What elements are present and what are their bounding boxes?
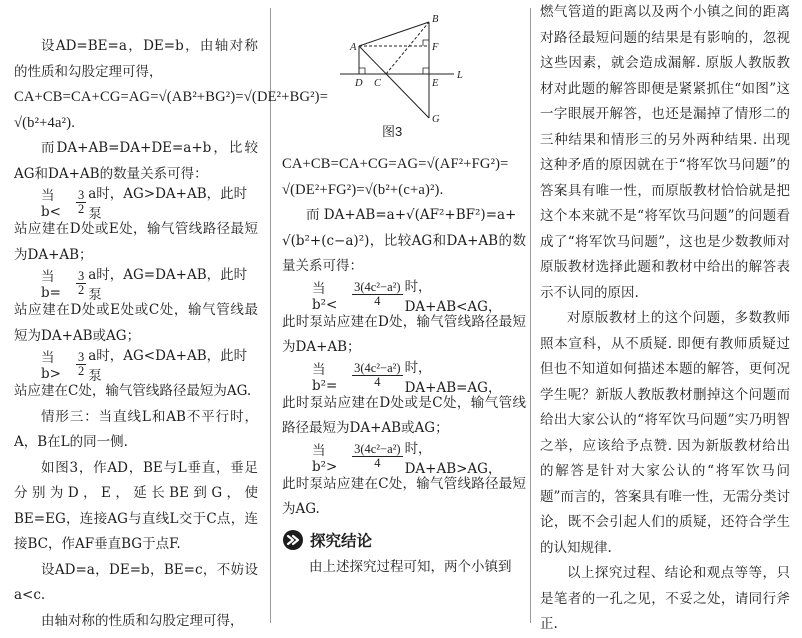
right-angle-f: [423, 40, 429, 46]
paragraph-derivation: 由轴对称的性质和勾股定理可得，: [41, 612, 244, 629]
paragraph-setup: 设AD=BE=a，DE=b，由轴对称的性质和勾股定理可得，: [14, 38, 258, 80]
case-result: 此时泵站应建在C处，输气管线路径最短为AG.: [282, 475, 526, 517]
paragraph-compare-continued: √(b²+(c−a)²)，比较AG和DA+AB的数量关系可得：: [282, 232, 526, 274]
right-angle-d: [359, 68, 365, 74]
equation-line: CA+CB=CA+CG=AG=√(AF²+FG²)=: [282, 156, 509, 172]
segment-ag: [359, 46, 429, 118]
paragraph-teaching: 对原版教材上的这个问题，多数教师照本宣科，从不质疑. 即便有教师质疑过但也不知道如何描述本题的解答，更何况学生呢？新版人教版教材删掉这个问题而给出大家公认的“将军饮马问题”实乃明智之举，应该给予点赞. 因为新版教材给出的解答是针对大家公认的“将军饮马问题”而言的，答案具有唯一性，无需分类讨论，既不会引起人们的质疑，还符合学生的认知规律.: [540, 310, 790, 556]
case-condition: 当b²> $\frac{\text{3(4c²−a²)}}{4}$ 时，DA+AB>AG，: [312, 440, 502, 477]
label-d: D: [355, 78, 363, 89]
section-title: 探究结论: [310, 532, 373, 550]
paragraph-closing: 以上探究过程、结论和观点等等，只是笔者的一孔之见，不妥之处，请同行斧正.: [540, 565, 790, 632]
equation-line: √(b²+4a²).: [14, 114, 76, 131]
case-condition: 当b²= $\frac{\text{3(4c²−a²)}}{4}$ 时，DA+AB=AG，: [312, 359, 502, 396]
case-condition: 当b= $\frac{3}{2}$ a时，AG=DA+AB，此时泵: [41, 267, 248, 303]
paragraph-compare: 而 DA+AB=a+√(AF²+BF²)=a+: [306, 207, 517, 223]
fraction: $\frac{\text{3(4c²−a²)}}{4}$: [354, 361, 401, 389]
equation-line: CA+CB=CA+CG=AG=√(AB²+BG²)=√(DE²+BG²)=: [14, 89, 329, 105]
case-condition: 当b> $\frac{3}{2}$ a时，AG<DA+AB，此时泵: [41, 348, 248, 384]
label-l: L: [457, 70, 463, 81]
paragraph-compare: 而DA+AB=DA+DE=a+b，比较AG和DA+AB的数量关系可得：: [14, 140, 258, 182]
column-right: [540, 0, 790, 631]
fraction: $\frac{3}{2}$: [77, 349, 85, 378]
label-f: F: [432, 42, 439, 53]
case-result: 此时泵站应建在D处，输气管线路径最短为DA+AB；: [282, 313, 526, 355]
figure-caption: 图3: [382, 124, 403, 139]
paragraph-construction: 如图3，作AD，BE与L垂直，垂足分别为D，E，延长BE到G，使BE=EG，连接AG与直线L交于C点，连接BC，作AF垂直BG于点F.: [14, 459, 258, 552]
case-result: 站应建在D处或E处或C处，输气管线最短为DA+AB或AG；: [14, 302, 258, 344]
label-b: B: [432, 14, 439, 25]
label-c: C: [374, 78, 382, 89]
paragraph-situation-three: 情形三：当直线L和AB不平行时，A，B在L的同一侧.: [14, 408, 258, 450]
paragraph-conclusion: 由上述探究过程可知，两个小镇到: [309, 558, 512, 575]
fraction: $\frac{\text{3(4c²−a²)}}{4}$: [354, 442, 401, 470]
figure-3: [282, 0, 526, 139]
paragraph-analysis: 燃气管道的距离以及两个小镇之间的距离对路径最短问题的结果是有影响的，忽视这些因素，就会造成漏解. 原版人教版教材对此题的解答即便是紧紧抓住“如图”这一字眼展开解答，也还是漏掉了情形二的三种结果和情形三的另外两种结果. 出现这种矛盾的原因就在于“将军饮马问题”的答案具有唯一性，而原版教材恰恰就是把这个本来就不是“将军饮马问题”的问题看成了“将军饮马问题”，这也是少数教师对原版教材选择此题和教材中给出的解答表示不认同的原因.: [540, 4, 790, 301]
case-result: 站应建在C处，输气管线路径最短为AG.: [14, 383, 252, 399]
paragraph-assumption: 设AD=a，DE=b，BE=c，不妨设a<c.: [14, 561, 258, 603]
case-condition: 当b²< $\frac{\text{3(4c²−a²)}}{4}$ 时，DA+AB<AG，: [312, 278, 502, 315]
equation-line: √(DE²+FG²)=√(b²+(c+a)²).: [282, 181, 444, 198]
right-angle-e: [423, 68, 429, 74]
section-heading: [282, 525, 526, 555]
case-condition: 当b< $\frac{3}{2}$ a时，AG>DA+AB，此时泵: [41, 186, 248, 222]
case-result: 此时泵站应建在D处或是C处，输气管线路径最短为DA+AB或AG；: [282, 394, 526, 436]
section-marker-icon: [282, 529, 304, 551]
label-g: G: [432, 114, 440, 125]
case-result: 站应建在D处或E处，输气管线路径最短为DA+AB；: [14, 221, 258, 263]
column-divider: [530, 8, 531, 623]
label-a: A: [350, 42, 357, 53]
fraction: $\frac{3}{2}$: [77, 187, 85, 216]
column-left: [14, 0, 329, 631]
column-middle: [282, 0, 526, 631]
fraction: $\frac{3}{2}$: [77, 268, 85, 297]
label-e: E: [432, 78, 439, 89]
geometry-diagram: [282, 0, 526, 124]
fraction: $\frac{\text{3(4c²−a²)}}{4}$: [354, 280, 401, 308]
